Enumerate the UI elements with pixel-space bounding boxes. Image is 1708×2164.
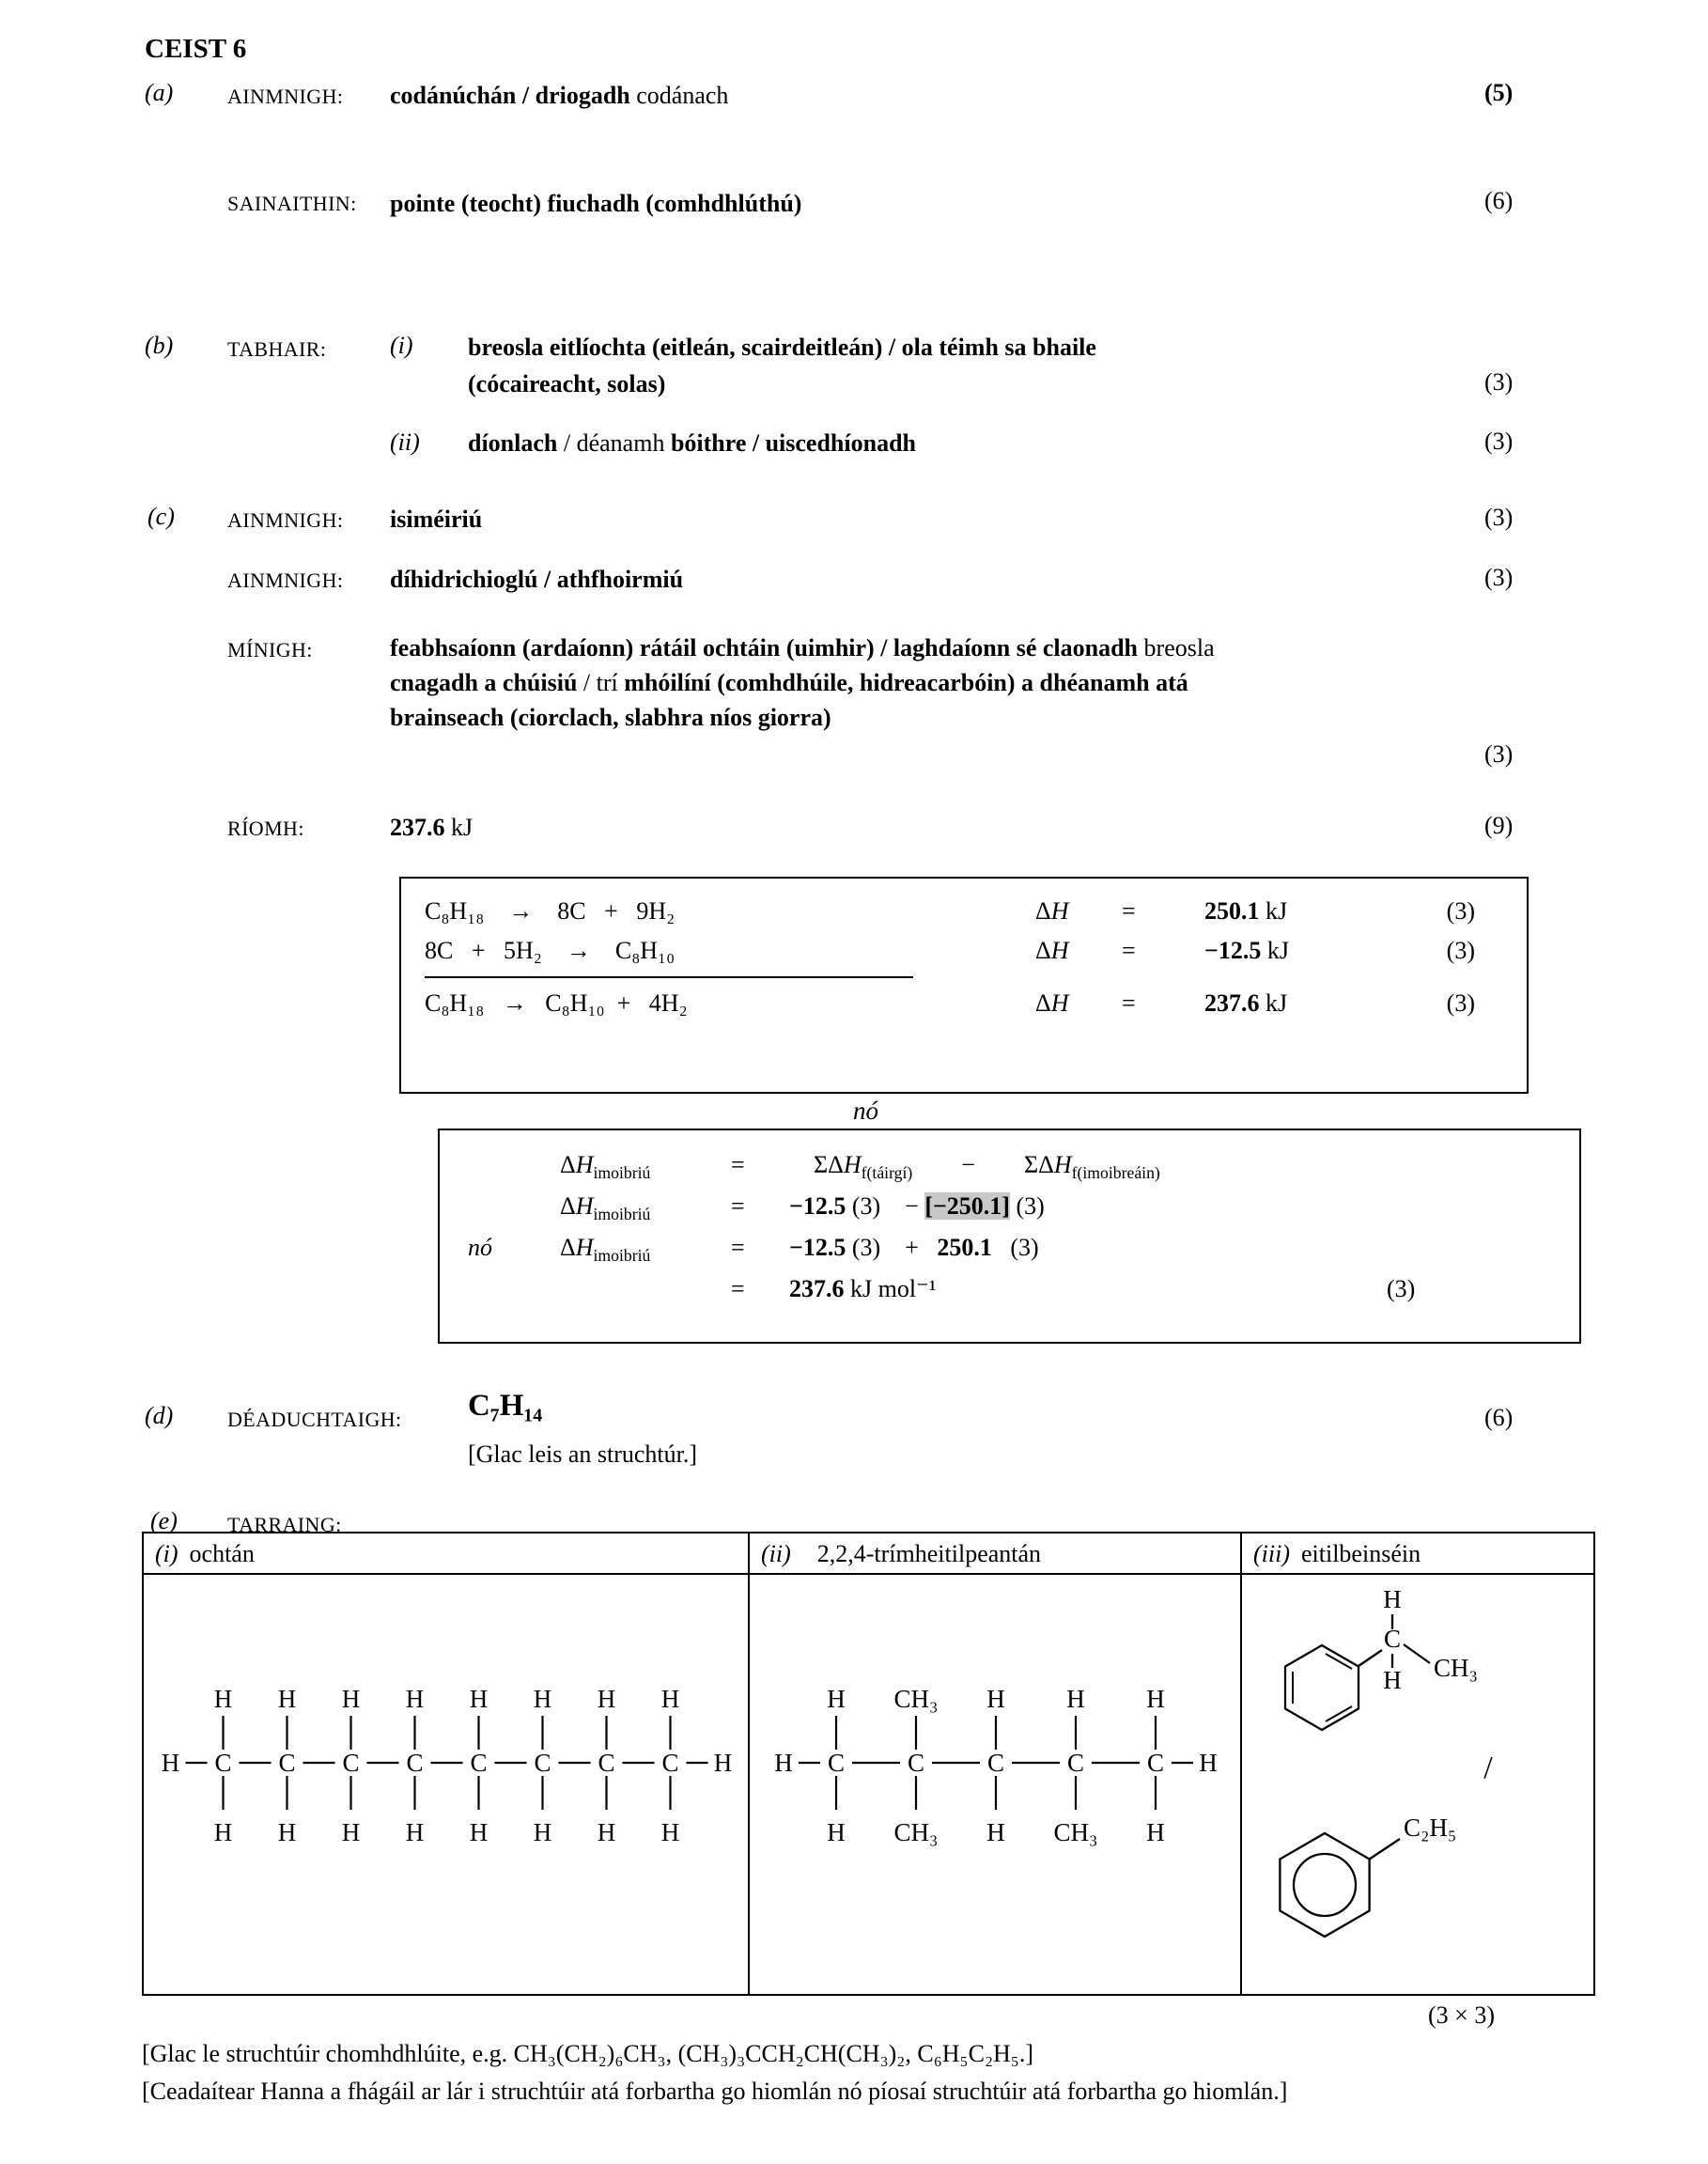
atom-label: H	[213, 1818, 233, 1846]
delta-h-2	[1035, 937, 1122, 965]
text-segment: / déanamh	[557, 429, 671, 457]
atom-label: H	[277, 1685, 297, 1713]
prompt-deduce: DÉADUCHTAIGH:	[227, 1408, 402, 1431]
atom-label: H	[341, 1818, 361, 1846]
marks-f4: (3)	[1387, 1275, 1416, 1302]
octane-cell	[144, 1575, 750, 1994]
answer-isomerisation	[390, 501, 482, 537]
bond	[1370, 1839, 1400, 1860]
prompt-identify-a: SAINAITHIN:	[227, 192, 357, 215]
text-segment: H	[1050, 937, 1069, 964]
atom-label: CH₃	[1053, 1818, 1098, 1846]
text-segment: ΣΔ	[814, 1151, 844, 1178]
atom-label: C	[598, 1749, 615, 1777]
equals-f4: =	[731, 1275, 745, 1302]
header-name-ethylbenzene: eitilbeinséin	[1301, 1540, 1421, 1567]
text-segment: díhidrichioglú / athfhoirmiú	[390, 566, 684, 593]
text-segment: −12.5	[789, 1234, 846, 1261]
table-header-octane	[144, 1533, 750, 1575]
text-segment: Δ	[560, 1234, 576, 1261]
answer-octane-rating	[390, 631, 1536, 735]
delta-h-reaction-2	[560, 1192, 731, 1224]
benzene-ring	[1285, 1645, 1359, 1730]
equals-f3: =	[731, 1234, 745, 1261]
item-ii-label: (ii)	[390, 428, 420, 456]
marks-eq-3: (3)	[1446, 989, 1475, 1017]
text-segment: kJ	[444, 814, 474, 841]
atom-label: C	[986, 1749, 1005, 1777]
atom-label: C	[406, 1749, 424, 1777]
text-segment: díonlach	[468, 429, 558, 457]
trimethylpentane-cell	[750, 1575, 1242, 1994]
bond	[1404, 1644, 1430, 1663]
header-name-trimethylpentane: 2,2,4-trímheitilpeantán	[816, 1540, 1042, 1567]
marks-d: (6)	[1484, 1404, 1514, 1431]
text-segment: (3) −	[846, 1192, 925, 1220]
marks-eq-1: (3)	[1446, 897, 1475, 925]
text-segment: kJ	[1259, 989, 1288, 1017]
marks-b-ii: (3)	[1484, 428, 1514, 455]
marks-eq-2: (3)	[1446, 937, 1475, 964]
atom-label: C	[1066, 1749, 1085, 1777]
substituted-values-1	[789, 1192, 1359, 1221]
aromatic-circle	[1294, 1854, 1356, 1916]
header-num-i: (i)	[155, 1540, 179, 1567]
text-segment: breosla	[1138, 634, 1215, 662]
text-segment: −12.5	[1204, 937, 1262, 964]
or-divider: nó	[853, 1097, 878, 1125]
or-label	[468, 1234, 560, 1262]
text-segment: H	[1050, 897, 1069, 925]
formula-line-4	[468, 1275, 1579, 1303]
atom-label: H	[405, 1818, 425, 1846]
text-segment: brainseach (ciorclach, slabhra níos giorra)	[390, 704, 831, 731]
methyl-label: CH₃	[1434, 1654, 1478, 1682]
hess-equation-row-1	[425, 897, 1527, 926]
text-segment: −12.5	[789, 1192, 846, 1220]
equation-2: 8C + 5H₂ → C₈H₁₀	[425, 937, 675, 964]
prompt-calculate: RÍOMH:	[227, 817, 304, 840]
marks-c-1: (3)	[1484, 504, 1514, 531]
equals-f1: =	[731, 1151, 745, 1178]
marks-b-i: (3)	[1484, 368, 1514, 396]
delta-h-reaction-3	[560, 1234, 731, 1266]
text-segment: H	[575, 1151, 594, 1178]
text-segment: (3)	[991, 1234, 1039, 1261]
formation-terms	[789, 1151, 1359, 1183]
trimethylpentane-structure	[750, 1575, 1242, 1994]
atom-label: H	[774, 1749, 793, 1777]
text-segment: imoibriú	[593, 1163, 651, 1183]
equals-f2: =	[731, 1192, 745, 1220]
delta-h-reaction-1	[560, 1151, 731, 1183]
answer-aviation-fuel	[468, 329, 1464, 402]
text-segment: Δ	[560, 1151, 576, 1178]
text-segment: feabhsaíonn (ardaíonn) rátáil ochtáin (uimhir) / laghdaíonn sé claonadh	[390, 634, 1139, 662]
enthalpy-value-1	[1204, 897, 1404, 926]
divider-slash: /	[1483, 1751, 1493, 1785]
prompt-name-c1: AINMNIGH:	[227, 508, 344, 532]
summation-line	[425, 976, 913, 978]
answer-enthalpy-value	[390, 809, 473, 846]
text-segment: f(táirgí)	[861, 1163, 913, 1183]
structure-accept-note: [Glac leis an struchtúr.]	[468, 1440, 698, 1468]
part-a-label: (a)	[145, 79, 174, 106]
hydrogen-label: H	[1383, 1585, 1402, 1613]
answer-sealant	[468, 425, 916, 461]
substituted-values-2	[789, 1234, 1359, 1262]
text-segment: −	[912, 1151, 1024, 1178]
part-e-label: (e)	[150, 1507, 178, 1534]
text-segment: Δ	[1035, 937, 1051, 964]
text-segment: (cócaireacht, solas)	[468, 370, 666, 397]
equals-3: =	[1122, 989, 1136, 1017]
marks-a-identify: (6)	[1484, 187, 1514, 214]
text-segment: isiméiriú	[390, 506, 483, 533]
text-segment: H	[575, 1234, 594, 1261]
atom-label: H	[1199, 1749, 1218, 1777]
text-segment: 250.1	[1204, 897, 1260, 925]
atom-label: H	[277, 1818, 297, 1846]
text-segment: (3)	[1009, 1192, 1045, 1220]
delta-h-1	[1035, 897, 1122, 926]
atom-label: H	[1066, 1685, 1085, 1713]
atom-label: C	[342, 1749, 360, 1777]
atom-label: C	[534, 1749, 551, 1777]
atom-label: H	[405, 1685, 425, 1713]
text-segment: bóithre / uiscedhíonadh	[670, 429, 916, 457]
text-segment: 237.6	[390, 814, 445, 841]
equation-3: C₈H₁₈ → C₈H₁₀ + 4H₂	[425, 989, 688, 1017]
hess-law-box	[399, 877, 1529, 1094]
text-segment: / trí	[577, 669, 625, 696]
hess-equation-row-2	[425, 937, 1527, 965]
hess-equation-row-3	[425, 989, 1527, 1018]
atom-label: H	[341, 1685, 361, 1713]
atom-label: H	[469, 1685, 489, 1713]
text-segment: imoibriú	[593, 1246, 651, 1266]
text-segment: nó	[468, 1234, 492, 1261]
text-segment: H	[1050, 989, 1069, 1017]
prompt-draw: TARRAING:	[227, 1513, 342, 1536]
prompt-give-b: TABHAIR:	[227, 337, 327, 361]
condensed-structures-note: [Glac le struchtúir chomhdhlúite, e.g. CH₃(CH₂)₆CH₃, (CH₃)₃CCH₂CH(CH₃)₂, C₆H₅C₂H₅.]	[142, 2040, 1034, 2067]
table-header-ethylbenzene	[1242, 1533, 1593, 1575]
header-num-ii: (ii)	[761, 1540, 791, 1567]
text-segment: [−250.1]	[924, 1192, 1010, 1220]
atom-label: H	[597, 1685, 616, 1713]
marks-c-explain: (3)	[1484, 740, 1514, 768]
part-d-label: (d)	[145, 1402, 174, 1429]
formula-line-1	[468, 1151, 1579, 1183]
octane-structure	[144, 1575, 750, 1994]
atom-label: C	[827, 1749, 846, 1777]
text-segment: ΣΔ	[1023, 1151, 1054, 1178]
atom-label: H	[213, 1685, 233, 1713]
enthalpy-value-2	[1204, 937, 1404, 965]
answer-fractionation	[390, 77, 728, 114]
item-i-label: (i)	[390, 332, 413, 359]
marks-a-name: (5)	[1484, 79, 1514, 106]
hydrogen-label: H	[1383, 1666, 1402, 1694]
text-segment: 237.6	[789, 1275, 845, 1302]
atom-label: CH₃	[893, 1685, 939, 1713]
atom-label: H	[660, 1818, 680, 1846]
part-b-label: (b)	[145, 332, 174, 359]
enthalpy-formula-box	[438, 1129, 1581, 1344]
text-segment: mhóilíní (comhdhúile, hidreacarbóin) a dhéanamh atá	[624, 669, 1188, 696]
formula-line-2	[468, 1192, 1579, 1224]
question-title: CEIST 6	[145, 34, 247, 64]
atom-label: H	[827, 1818, 846, 1846]
prompt-name-c2: AINMNIGH:	[227, 568, 344, 592]
header-num-iii: (iii)	[1253, 1540, 1290, 1567]
atom-label: H	[1146, 1818, 1165, 1846]
structures-table	[142, 1532, 1595, 1996]
equals-2: =	[1122, 937, 1136, 964]
answer-boiling-point	[390, 185, 801, 222]
answer-molecular-formula: C₇H₁₄	[468, 1389, 543, 1423]
table-header-trimethylpentane	[750, 1533, 1242, 1575]
atom-label: C	[661, 1749, 679, 1777]
ethylbenzene-structure	[1242, 1575, 1592, 1994]
text-segment: kJ mol⁻¹	[844, 1275, 937, 1302]
text-segment: H	[575, 1192, 594, 1220]
atom-label: H	[827, 1685, 846, 1713]
delta-h-3	[1035, 989, 1122, 1018]
text-segment: breosla eitlíochta (eitleán, scairdeitleán) / ola téimh sa bhaile	[468, 334, 1096, 361]
text-segment: (3) +	[846, 1234, 938, 1261]
text-segment: codánúchán / driogadh	[390, 82, 630, 109]
text-segment	[789, 1151, 814, 1178]
text-segment: Δ	[1035, 989, 1051, 1017]
atom-label: C	[1146, 1749, 1165, 1777]
text-segment: H	[843, 1151, 862, 1178]
atom-label: H	[986, 1818, 1005, 1846]
atom-label: H	[986, 1685, 1005, 1713]
atom-label: CH₃	[893, 1818, 939, 1846]
equation-1: C₈H₁₈ → 8C + 9H₂	[425, 897, 675, 925]
ethylbenzene-cell	[1242, 1575, 1593, 1994]
atom-label: H	[713, 1749, 733, 1777]
marks-c-calc: (9)	[1484, 812, 1514, 839]
text-segment: cnagadh a chúisiú	[390, 669, 578, 696]
formula-line-3	[468, 1234, 1579, 1266]
atom-label: H	[533, 1818, 552, 1846]
atom-label: H	[161, 1749, 180, 1777]
atom-label: H	[1146, 1685, 1165, 1713]
text-segment: 237.6	[1204, 989, 1260, 1017]
atom-label: H	[469, 1818, 489, 1846]
hydrogens-omitted-note: [Ceadaítear Hanna a fhágáil ar lár i struchtúir atá forbartha go hiomlán nó píosaí struchtúir atá forbartha go hiomlán.]	[142, 2078, 1288, 2105]
equals-1: =	[1122, 897, 1136, 925]
prompt-name-a: AINMNIGH:	[227, 85, 344, 108]
enthalpy-value-3	[1204, 989, 1404, 1018]
atom-label: H	[660, 1685, 680, 1713]
text-segment: H	[1053, 1151, 1072, 1178]
carbon-label: C	[1383, 1625, 1402, 1653]
header-name-octane: ochtán	[189, 1540, 255, 1567]
prompt-explain: MÍNIGH:	[227, 638, 313, 662]
text-segment: imoibriú	[593, 1205, 651, 1224]
bond	[1359, 1650, 1382, 1666]
text-segment: kJ	[1259, 897, 1288, 925]
ethyl-label: C₂H₅	[1404, 1814, 1457, 1842]
text-segment: 250.1	[937, 1234, 992, 1261]
text-segment: Δ	[560, 1192, 576, 1220]
atom-label: C	[470, 1749, 488, 1777]
text-segment: Δ	[1035, 897, 1051, 925]
atom-label: C	[907, 1749, 925, 1777]
part-c-label: (c)	[148, 503, 175, 530]
atom-label: H	[533, 1685, 552, 1713]
atom-label: H	[597, 1818, 616, 1846]
atom-label: C	[278, 1749, 296, 1777]
atom-label: C	[214, 1749, 232, 1777]
text-segment: pointe (teocht) fiuchadh (comhdhlúthú)	[390, 190, 802, 217]
final-result	[789, 1275, 1359, 1303]
marks-table: (3 × 3)	[1428, 2001, 1495, 2029]
text-segment: kJ	[1261, 937, 1289, 964]
answer-dehydrocyclisation	[390, 561, 683, 598]
text-segment: f(imoibreáin)	[1071, 1163, 1160, 1183]
marks-c-2: (3)	[1484, 564, 1514, 591]
text-segment: codánach	[629, 82, 729, 109]
